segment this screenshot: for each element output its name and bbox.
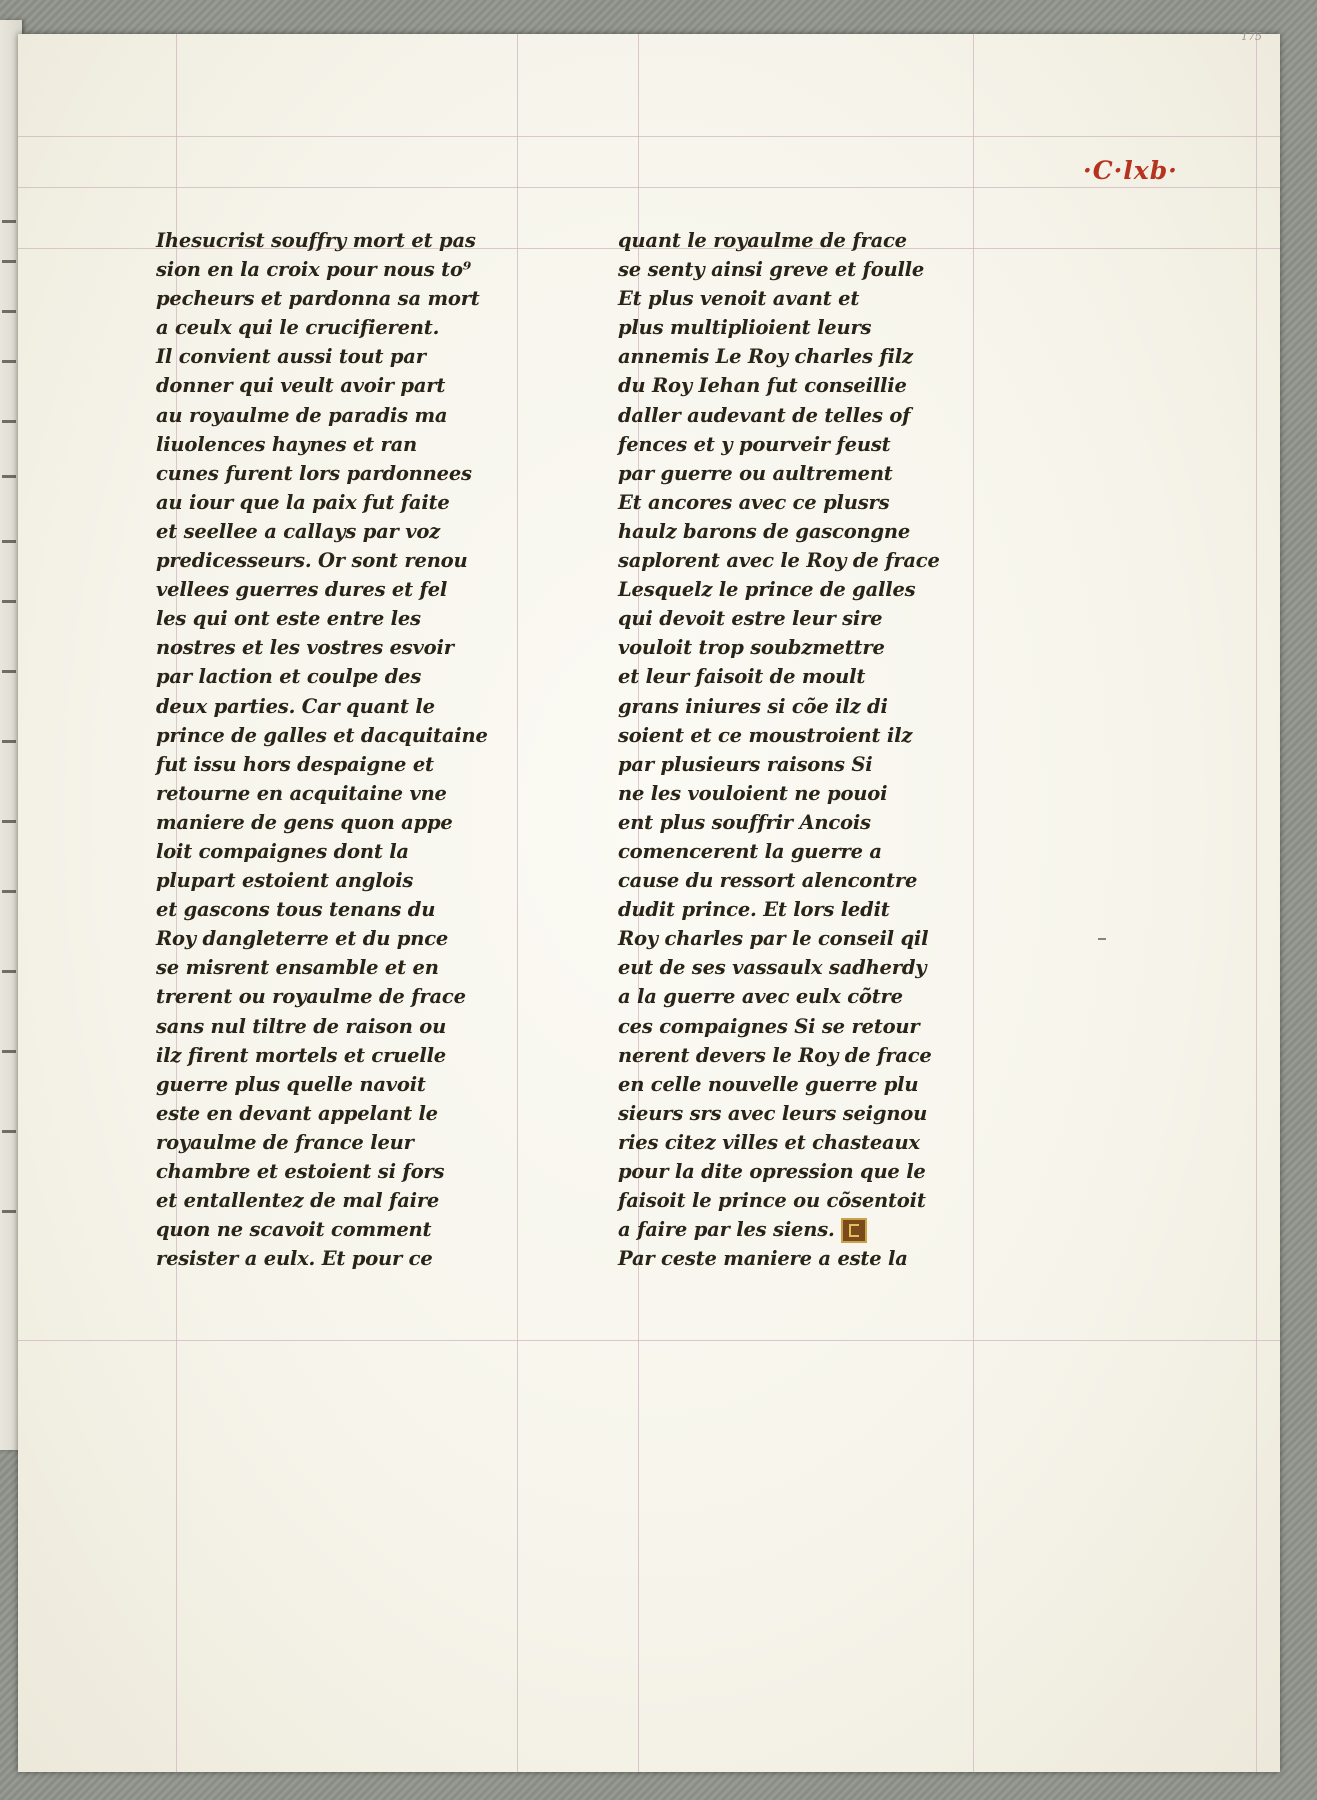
manuscript-line [618,837,940,866]
manuscript-line [156,401,488,430]
manuscript-line [618,459,940,488]
line-text: retourne en acquitaine vne [156,781,447,805]
line-text: et seellee a callays par voz [156,519,441,543]
manuscript-line [618,924,940,953]
manuscript-line [156,1244,488,1273]
line-text: plupart estoient anglois [156,869,414,893]
line-text: dudit prince. Et lors ledit [618,898,890,922]
manuscript-line [618,575,940,604]
line-text: se misrent ensamble et en [156,956,439,980]
line-text: au royaulme de paradis ma [156,403,448,427]
manuscript-line [156,342,488,371]
manuscript-line [156,982,488,1011]
manuscript-line [618,1041,940,1070]
ruling-line [973,34,974,1772]
line-text: cause du ressort alencontre [618,869,918,893]
line-text: ries citez villes et chasteaux [618,1130,920,1154]
manuscript-line [618,1128,940,1157]
manuscript-line [618,750,940,779]
manuscript-line [156,604,488,633]
line-text: ne les vouloient ne pouoi [618,781,888,805]
line-text: du Roy Iehan fut conseillie [618,374,907,398]
ruling-line [1256,34,1257,1772]
manuscript-line [618,284,940,313]
manuscript-line [156,924,488,953]
manuscript-line [618,255,940,284]
manuscript-line [156,1041,488,1070]
manuscript-line [618,1157,940,1186]
manuscript-line [156,1070,488,1099]
line-text: quon ne scavoit comment [156,1218,432,1242]
manuscript-line [618,226,940,255]
manuscript-line [156,750,488,779]
line-text: Roy dangleterre et du pnce [156,927,449,951]
line-text: liuolences haynes et ran [156,432,418,456]
manuscript-line [156,662,488,691]
line-text: Roy charles par le conseil qil [618,927,929,951]
manuscript-line [618,866,940,895]
line-text: et leur faisoit de moult [618,665,866,689]
line-text: par plusieurs raisons Si [618,752,873,776]
line-text: Et plus venoit avant et [618,287,860,311]
line-text: maniere de gens quon appe [156,810,453,834]
line-text: soient et ce moustroient ilz [618,723,913,747]
line-text: sieurs srs avec leurs seignou [618,1101,928,1125]
line-text: guerre plus quelle navoit [156,1072,426,1096]
line-text: pour la dite opression que le [618,1160,926,1183]
manuscript-line [618,1186,940,1215]
manuscript-line [156,488,488,517]
manuscript-line [618,1070,940,1099]
line-text: royaulme de france leur [156,1130,414,1154]
manuscript-line [156,633,488,662]
manuscript-line [156,226,488,255]
manuscript-line [156,721,488,750]
line-text: ces compaignes Si se retour [618,1014,920,1038]
line-text: et entallentez de mal faire [156,1189,440,1213]
line-text: Ihesucrist souffry mort et pas [156,229,476,252]
line-text: haulz barons de gascongne [618,519,911,543]
manuscript-line [618,1099,940,1128]
line-text: se senty ainsi greve et foulle [618,258,925,282]
manuscript-line [156,255,488,284]
ruling-line [18,187,1280,188]
line-text: ilz firent mortels et cruelle [156,1043,446,1067]
manuscript-line [618,982,940,1011]
line-text: cunes furent lors pardonnees [156,461,472,485]
line-text: ent plus souffrir Ancois [618,810,871,834]
manuscript-line [618,1215,940,1244]
manuscript-line [156,575,488,604]
line-text: faisoit le prince ou cõsentoit [618,1189,926,1213]
text-column-left [156,226,488,1273]
line-text: par guerre ou aultrement [618,461,893,485]
manuscript-line [618,342,940,371]
line-text: plus multiplioient leurs [618,316,872,340]
manuscript-line [156,517,488,546]
manuscript-line [156,430,488,459]
manuscript-line [618,517,940,546]
manuscript-line [618,779,940,808]
manuscript-line [156,1157,488,1186]
line-text: grans iniures si cõe ilz di [618,694,888,718]
manuscript-line [156,371,488,400]
line-text: quant le royaulme de frace [618,229,907,252]
line-text: predicesseurs. Or sont renou [156,549,468,573]
ruling-line [517,34,518,1772]
manuscript-line [156,837,488,866]
line-text: au iour que la paix fut faite [156,490,450,514]
manuscript-line [156,546,488,575]
ink-mark [1098,938,1106,940]
manuscript-line [618,488,940,517]
manuscript-line [618,895,940,924]
line-text: fut issu hors despaigne et [156,752,434,776]
line-text: Lesquelz le prince de galles [618,578,916,602]
line-text: loit compaignes dont la [156,839,409,863]
manuscript-line [156,284,488,313]
manuscript-line [618,313,940,342]
line-text: saplorent avec le Roy de frace [618,549,940,573]
chapter-rubric: ·C·lxb· [1083,156,1178,185]
line-text: resister a eulx. Et pour ce [156,1247,433,1271]
manuscript-line [156,779,488,808]
line-text: qui devoit estre leur sire [618,607,883,631]
line-text: a ceulx qui le crucifierent. [156,316,440,340]
manuscript-line [156,866,488,895]
manuscript-line [156,459,488,488]
manuscript-line [618,808,940,837]
line-text: Il convient aussi tout par [156,345,426,369]
manuscript-line [156,313,488,342]
line-text: a faire par les siens. [618,1218,835,1242]
manuscript-line [618,371,940,400]
manuscript-line [156,1099,488,1128]
line-text: eut de ses vassaulx sadherdy [618,956,927,980]
line-text: sion en la croix pour nous to⁹ [156,258,472,282]
text-column-right [618,226,940,1273]
manuscript-line [618,401,940,430]
manuscript-line [618,662,940,691]
manuscript-line [618,546,940,575]
manuscript-line [156,953,488,982]
line-text: prince de galles et dacquitaine [156,723,488,747]
manuscript-line [156,1186,488,1215]
manuscript-line [618,692,940,721]
line-text: este en devant appelant le [156,1101,438,1125]
illuminated-initial-icon [841,1218,867,1243]
line-text: chambre et estoient si fors [156,1160,445,1183]
line-text: trerent ou royaulme de frace [156,985,466,1009]
line-text: vellees guerres dures et fel [156,578,448,602]
manuscript-line [618,1244,940,1273]
line-text: annemis Le Roy charles filz [618,345,913,369]
line-text: par laction et coulpe des [156,665,422,689]
manuscript-line [156,1128,488,1157]
line-text: en celle nouvelle guerre plu [618,1072,919,1096]
line-text: vouloit trop soubzmettre [618,636,885,660]
manuscript-line [156,808,488,837]
manuscript-line [618,953,940,982]
line-text: fences et y pourveir feust [618,432,891,456]
line-text: Par ceste maniere a este la [618,1247,908,1271]
folio-number: 175 [1241,30,1262,43]
line-text: les qui ont este entre les [156,607,421,631]
manuscript-line [618,633,940,662]
line-text: nostres et les vostres esvoir [156,636,454,660]
line-text: a la guerre avec eulx cõtre [618,985,903,1009]
ruling-line [18,1340,1280,1341]
line-text: donner qui veult avoir part [156,374,446,398]
manuscript-line [618,430,940,459]
line-text: sans nul tiltre de raison ou [156,1014,447,1038]
line-text: comencerent la guerre a [618,839,882,863]
line-text: daller audevant de telles of [618,403,911,427]
manuscript-line [156,1215,488,1244]
ruling-line [18,136,1280,137]
manuscript-line [156,895,488,924]
line-text: pecheurs et pardonna sa mort [156,287,480,311]
manuscript-line [618,721,940,750]
manuscript-line [156,692,488,721]
manuscript-line [618,604,940,633]
line-text: Et ancores avec ce plusrs [618,490,890,514]
line-text: nerent devers le Roy de frace [618,1043,932,1067]
line-text: deux parties. Car quant le [156,694,435,718]
line-text: et gascons tous tenans du [156,898,436,922]
manuscript-line [156,1012,488,1041]
manuscript-line [618,1012,940,1041]
